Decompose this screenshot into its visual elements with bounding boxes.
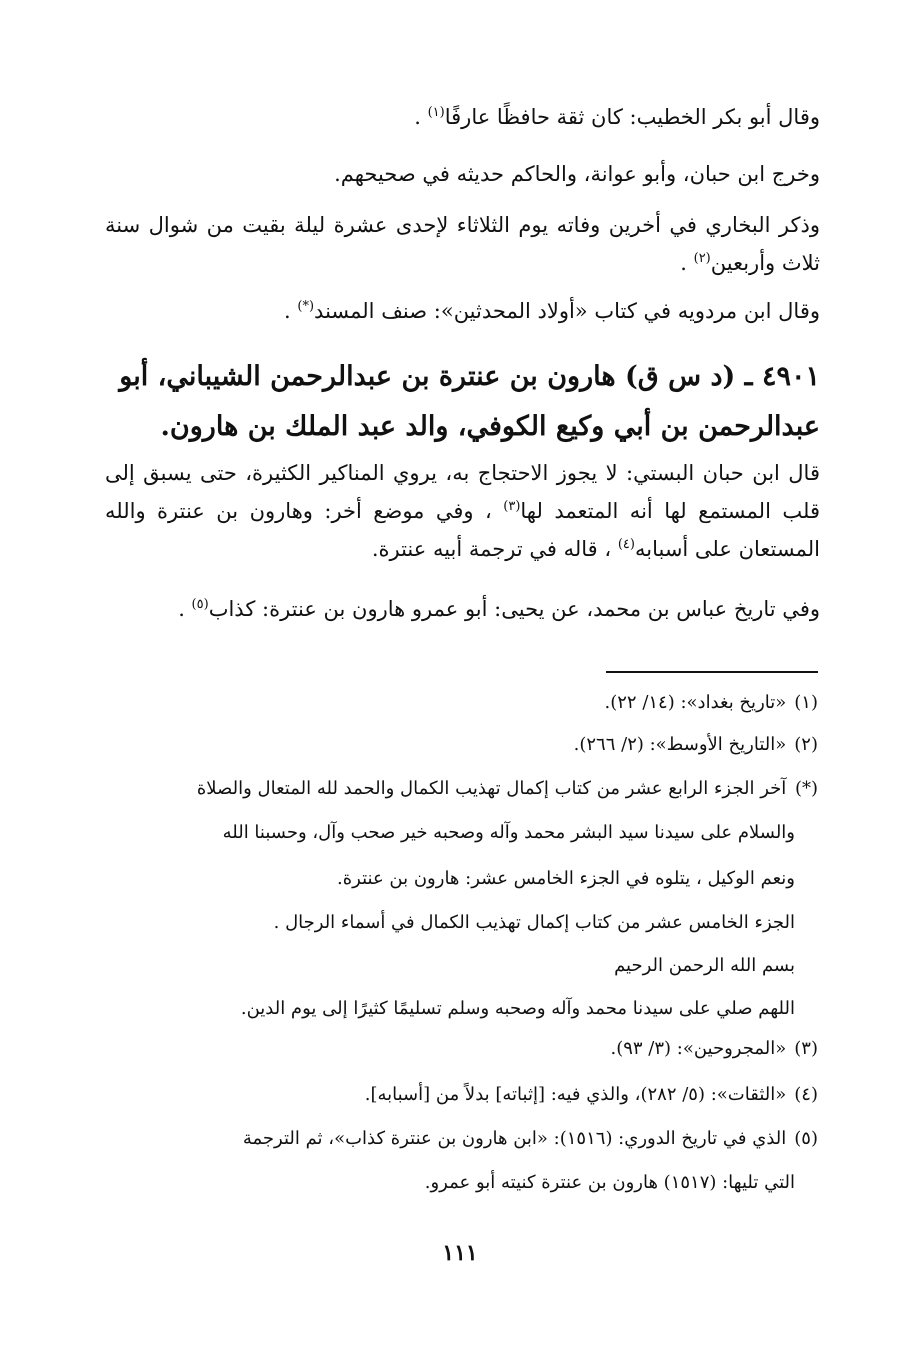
footnote-ref[interactable]: (٥)	[191, 597, 209, 612]
paragraph-ibn-hibban: وخرج ابن حبان، وأبو عوانة، والحاكم حديثه في صحيحهم.	[334, 162, 820, 186]
punctuation: .	[284, 299, 298, 323]
footnote-text: «المجروحين»: (٣/ ٩٣).	[610, 1038, 787, 1059]
punctuation: .	[414, 105, 428, 129]
footnote-marker: (*)	[794, 778, 818, 799]
footnote-marker: (١)	[794, 692, 818, 713]
footnote-ref[interactable]: (٣)	[503, 499, 521, 514]
footnote-text: «التاريخ الأوسط»: (٢/ ٢٦٦).	[573, 734, 787, 755]
paragraph-text: قال ابن حبان البستي: لا يجوز الاحتجاج به، يروي المناكير الكثيرة، حتى يسبق إلى قلب المستمع لها أنه المتعمد لها	[105, 461, 820, 523]
paragraph-text: ، قاله في ترجمة أبيه عنترة.	[371, 537, 618, 561]
paragraph-abbas	[105, 590, 820, 628]
footnote-1	[103, 690, 818, 716]
footnote-star-line: ونعم الوكيل ، يتلوه في الجزء الخامس عشر: هارون بن عنترة.	[337, 868, 795, 889]
footnote-2	[103, 732, 818, 758]
footnote-star-line: الجزء الخامس عشر من كتاب إكمال تهذيب الكمال في أسماء الرجال .	[273, 912, 795, 933]
footnote-separator	[606, 671, 818, 673]
footnote-ref[interactable]: (٤)	[617, 537, 635, 552]
paragraph-ibn-marduyah	[105, 292, 820, 330]
footnote-5	[103, 1126, 818, 1152]
paragraph-khatib	[105, 98, 820, 136]
footnote-text: آخر الجزء الرابع عشر من كتاب إكمال تهذيب الكمال والحمد لله المتعال والصلاة	[196, 778, 787, 799]
footnote-ref[interactable]: (*)	[297, 299, 315, 314]
paragraph-text: ، وفي موضع أخر: وهارون بن عنترة والله المستعان على أسبابه	[105, 499, 820, 561]
page-number: ١١١	[442, 1240, 478, 1266]
paragraph-ibn-hibban-busti	[105, 454, 820, 568]
footnote-marker: (٢)	[794, 734, 818, 755]
footnote-text: الذي في تاريخ الدوري: (١٥١٦): «ابن هارون بن عنترة كذاب»، ثم الترجمة	[242, 1128, 787, 1149]
punctuation: .	[680, 251, 694, 275]
paragraph-bukhari	[105, 206, 820, 282]
paragraph-text: وقال ابن مردويه في كتاب «أولاد المحدثين»: صنف المسند	[314, 299, 820, 323]
footnote-marker: (٤)	[794, 1084, 818, 1105]
footnote-star	[103, 776, 818, 802]
paragraph-text: وفي تاريخ عباس بن محمد، عن يحيى: أبو عمرو هارون بن عنترة: كذاب	[208, 597, 820, 621]
punctuation: .	[178, 597, 192, 621]
entry-heading: ٤٩٠١ ـ (د س ق) هارون بن عنترة بن عبدالرحمن الشيباني، أبو عبدالرحمن بن أبي وكيع الكوفي، والد عبد الملك بن هارون.	[119, 361, 820, 442]
paragraph-text: وذكر البخاري في أخرين وفاته يوم الثلاثاء لإحدى عشرة ليلة بقيت من شوال سنة ثلاث وأربعين	[105, 213, 820, 275]
footnote-marker: (٥)	[794, 1128, 818, 1149]
footnote-ref[interactable]: (١)	[427, 105, 445, 120]
footnote-3	[103, 1036, 818, 1062]
footnote-text: «الثقات»: (٥/ ٢٨٢)، والذي فيه: [إثباته] بدلاً من [أسبابه].	[364, 1084, 787, 1105]
footnote-4	[103, 1082, 818, 1108]
footnote-marker: (٣)	[794, 1038, 818, 1059]
footnote-ref[interactable]: (٢)	[693, 251, 711, 266]
footnote-star-line: بسم الله الرحمن الرحيم	[614, 955, 795, 976]
footnote-5-line: التي تليها: (١٥١٧) هارون بن عنترة كنيته أبو عمرو.	[424, 1172, 795, 1193]
footnote-text: «تاريخ بغداد»: (١٤/ ٢٢).	[604, 692, 787, 713]
footnote-star-line: اللهم صلي على سيدنا محمد وآله وصحبه وسلم تسليمًا كثيرًا إلى يوم الدين.	[240, 998, 795, 1019]
footnote-star-line: والسلام على سيدنا سيد البشر محمد وآله وصحبه خير صحب وآل، وحسبنا الله	[222, 822, 795, 843]
paragraph-text: وقال أبو بكر الخطيب: كان ثقة حافظًا عارفًا	[444, 105, 820, 129]
